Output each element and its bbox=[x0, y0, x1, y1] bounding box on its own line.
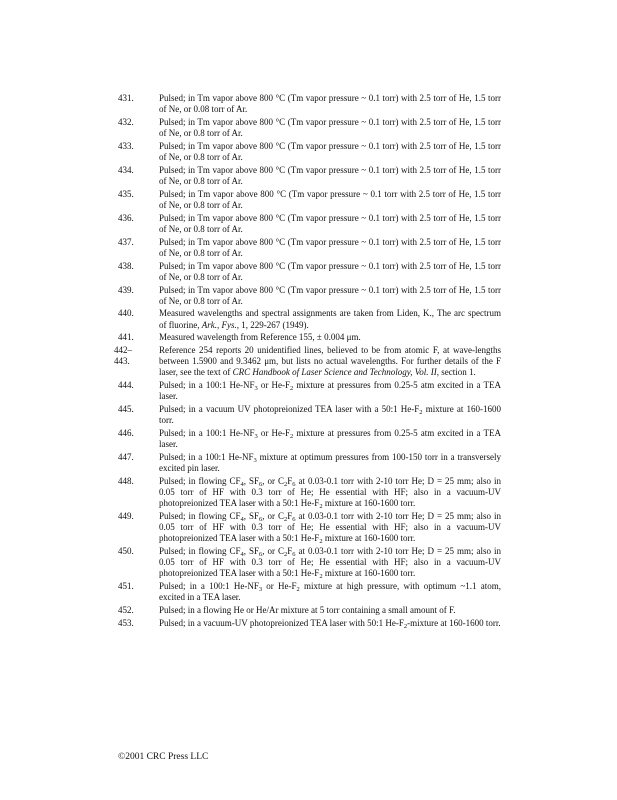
note-text: Pulsed; in a flowing He or He/Ar mixture at 5 torr containing a small amount of F. bbox=[159, 605, 456, 616]
note-number: 440. bbox=[118, 308, 134, 319]
note-number: 447. bbox=[118, 452, 134, 463]
note-text: Pulsed; in Tm vapor above 800 °C (Tm vapor pressure ~ 0.1 torr) with 2.5 torr of He, 1.5 torr of Ne, or 0.8 torr of Ar. bbox=[159, 260, 501, 282]
note-text: Measured wavelengths and spectral assignments are taken from Liden, K., The arc spectrum of fluorine, Ark., Fys., 1, 229-267 (1949). bbox=[159, 308, 501, 330]
subscript: 6 bbox=[259, 516, 263, 524]
note-item bbox=[118, 237, 501, 259]
note-number: 435. bbox=[118, 188, 134, 199]
note-number: 448. bbox=[118, 476, 134, 486]
note-number: 444. bbox=[118, 380, 134, 391]
note-number: 431. bbox=[118, 93, 134, 103]
subscript: 3 bbox=[254, 385, 258, 393]
subscript: 6 bbox=[292, 516, 296, 524]
note-number: 446. bbox=[118, 428, 134, 439]
note-number: 449. bbox=[118, 511, 134, 522]
italic-reference: CRC Handbook of Laser Science and Technology, Vol. II bbox=[232, 367, 437, 378]
note-item bbox=[118, 605, 501, 616]
note-item bbox=[118, 404, 501, 426]
note-item bbox=[118, 618, 501, 629]
subscript: 2 bbox=[284, 516, 288, 524]
note-number: 451. bbox=[118, 581, 134, 592]
subscript: 2 bbox=[284, 481, 288, 488]
note-text: Pulsed; in flowing $CF_4$, $SF_6$, or $C_2F_6$ at 0.03-0.1 torr with 2-10 torr He; D = 25 mm; also in 0.05 torr of HF with 0.3 torr of He; He essential with HF; also in a vacuum-UV photopreionized TEA laser with a 50:1 $He-F_2$ mixture at 160-1600 torr. bbox=[159, 511, 502, 546]
note-text: Pulsed; in a vacuum UV photopreionized TEA laser with a 50:1 $He-F_2$ mixture at 160-1600 torr. bbox=[159, 404, 501, 426]
note-text: Pulsed; in a 100:1 $He-NF_3$ or $He-F_2$ mixture at pressures from 0.25-5 atm excited in a TEA laser. bbox=[159, 380, 502, 402]
note-number: 438. bbox=[118, 260, 134, 271]
note-item bbox=[118, 452, 501, 474]
note-text: Pulsed; in Tm vapor above 800 °C (Tm vapor pressure ~ 0.1 torr) with 2.5 torr of He, 1.5 torr of Ne, or 0.8 torr of Ar. bbox=[159, 212, 501, 234]
subscript: 2 bbox=[296, 586, 300, 594]
italic-reference: Ark., Fys. bbox=[201, 319, 237, 330]
subscript: 3 bbox=[253, 457, 257, 465]
note-text: Pulsed; in Tm vapor above 800 °C (Tm vapor pressure ~ 0.1 torr) with 2.5 torr of He, 1.5 torr of Ne, or 0.8 torr of Ar. bbox=[159, 116, 501, 139]
note-number: 450. bbox=[118, 546, 134, 557]
note-item bbox=[118, 141, 501, 163]
note-number: 432. bbox=[118, 116, 134, 127]
note-item bbox=[118, 189, 501, 211]
note-text: Pulsed; in flowing $CF_4$, $SF_6$, or $C_2F_6$ at 0.03-0.1 torr with 2-10 torr He; D = 25 mm; also in 0.05 torr of HF with 0.3 torr of He; He essential with HF; also in a vacuum-UV photopreionized TEA laser with a 50:1 $He-F_2$ mixture at 160-1600 torr. bbox=[159, 476, 502, 511]
note-item bbox=[118, 261, 501, 283]
subscript: 2 bbox=[290, 385, 294, 393]
subscript: 2 bbox=[319, 503, 323, 511]
note-item bbox=[118, 285, 501, 307]
subscript: 3 bbox=[254, 433, 258, 441]
note-text: Pulsed; in Tm vapor above 800 °C (Tm vapor pressure ~ 0.1 torr) with 2.5 torr of He, 1.5 torr of Ne, or 0.8 torr of Ar. bbox=[159, 140, 501, 162]
copyright-footer: ©2001 CRC Press LLC bbox=[118, 752, 209, 762]
subscript: 2 bbox=[403, 622, 408, 630]
note-text: Reference 254 reports 20 unidentified lines, believed to be from atomic F, at wave-lengths between 1.5900 and 9.3462 μm, but lists no actual wavelengths. For further details of the F laser, see the text of CRC Handbook of Laser Science and Technology, Vol. II, section 1. bbox=[159, 345, 501, 378]
note-text: Pulsed; in Tm vapor above 800 °C (Tm vapor pressure ~ 0.1 torr) with 2.5 torr of He, 1.5 torr of Ne, or 0.8 torr of Ar. bbox=[159, 284, 501, 306]
subscript: 2 bbox=[419, 409, 423, 417]
note-text: Pulsed; in Tm vapor above 800 °C (Tm vapor pressure ~ 0.1 torr) with 2.5 torr of He, 1.5 torr of Ne, or 0.8 torr of Ar. bbox=[159, 236, 501, 258]
note-text: Measured wavelength from Reference 155, ± 0.004 μm. bbox=[159, 332, 361, 343]
note-number: 453. bbox=[118, 617, 134, 628]
notes-list bbox=[114, 93, 502, 631]
note-text: Pulsed; in a 100:1 $He-NF_3$ or $He-F_2$ mixture at high pressure, with optimum ~1.1 atom, excited in a TEA laser. bbox=[159, 581, 501, 603]
note-number: 433. bbox=[118, 140, 134, 151]
subscript: 6 bbox=[292, 481, 296, 488]
note-text: Pulsed; in Tm vapor above 800 °C (Tm vapor pressure ~ 0.1 torr) with 2.5 torr of He, 1.5 torr of Ne, or 0.08 torr of Ar. bbox=[159, 93, 501, 115]
note-item bbox=[118, 511, 501, 544]
note-number: 434. bbox=[118, 164, 134, 175]
note-text: Pulsed; in a vacuum-UV photopreionized TEA laser with 50:1 $He-F_2$-mixture at 160-1600 torr. bbox=[159, 617, 501, 630]
subscript: 6 bbox=[259, 481, 263, 488]
note-number: 439. bbox=[118, 284, 134, 295]
note-item bbox=[118, 332, 501, 343]
note-text: Pulsed; in a 100:1 $He-NF_3$ mixture at optimum pressures from 100-150 torr in a transversely excited pin laser. bbox=[159, 452, 501, 474]
subscript: 4 bbox=[240, 551, 244, 559]
note-number: 445. bbox=[118, 404, 134, 415]
note-number: 452. bbox=[118, 605, 134, 616]
note-number: 441. bbox=[118, 332, 134, 343]
subscript: 2 bbox=[319, 573, 323, 581]
note-number: 436. bbox=[118, 212, 134, 223]
note-number: 442– 443. bbox=[114, 345, 132, 367]
note-item bbox=[118, 581, 501, 603]
note-item bbox=[118, 428, 501, 450]
note-item bbox=[118, 165, 501, 187]
subscript: 2 bbox=[284, 551, 288, 559]
note-text: Pulsed; in flowing $CF_4$, $SF_6$, or $C_2F_6$ at 0.03-0.1 torr with 2-10 torr He; D = 25 mm; also in 0.05 torr of HF with 0.3 torr of He; He essential with HF; also in a vacuum-UV photopreionized TEA laser with a 50:1 $He-F_2$ mixture at 160-1600 torr. bbox=[159, 546, 502, 581]
note-item bbox=[118, 117, 501, 139]
note-item bbox=[118, 213, 501, 235]
note-text: Pulsed; in Tm vapor above 800 °C (Tm vapor pressure ~ 0.1 torr) with 2.5 torr of He, 1.5 torr of Ne, or 0.8 torr of Ar. bbox=[159, 164, 501, 186]
note-text: Pulsed; in Tm vapor above 800 °C (Tm vapor pressure ~ 0.1 torr with 2.5 torr of He, 1.5 torr of Ne, or 0.8 torr of Ar. bbox=[159, 188, 501, 210]
subscript: 3 bbox=[258, 586, 263, 594]
note-item bbox=[118, 93, 501, 115]
subscript: 2 bbox=[319, 538, 323, 546]
subscript: 2 bbox=[290, 433, 294, 441]
subscript: 4 bbox=[240, 481, 244, 488]
note-item bbox=[118, 380, 501, 402]
subscript: 6 bbox=[259, 551, 263, 559]
subscript: 6 bbox=[292, 551, 296, 559]
note-item bbox=[114, 345, 501, 378]
note-item bbox=[118, 476, 501, 509]
note-item bbox=[118, 308, 501, 330]
note-number: 437. bbox=[118, 236, 134, 247]
note-text: Pulsed; in a 100:1 $He-NF_3$ or $He-F_2$ mixture at pressures from 0.25-5 atm excited in a TEA laser. bbox=[159, 428, 502, 450]
subscript: 4 bbox=[240, 516, 244, 524]
note-item bbox=[118, 546, 501, 579]
